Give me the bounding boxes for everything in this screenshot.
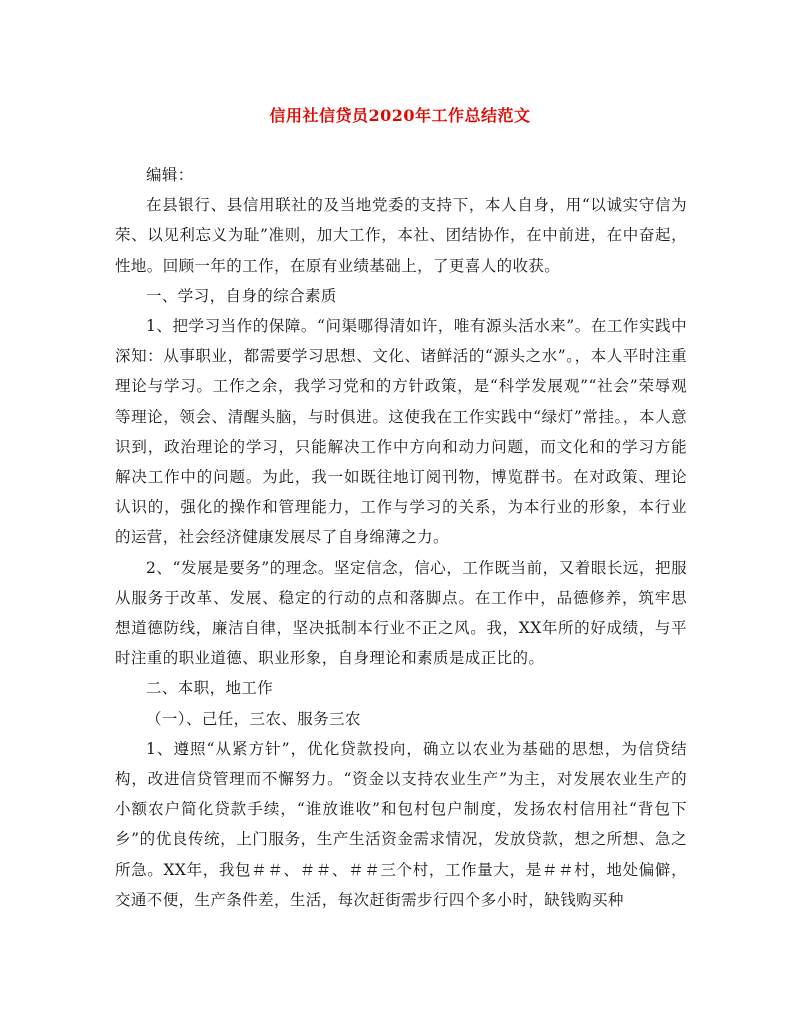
subsection-heading-agriculture: （一）、己任，三农、服务三农 <box>146 709 361 728</box>
paragraph-study-2: 2、“发展是要务”的理念。坚定信念，信心，工作既当前，又着眼长远，把服从服务于改革、发展、稳定的行动的点和落脚点。在工作中，品德修养，筑牢思想道德防线，廉洁自律，坚决抵制本行业不正之风。我，XX年所的好成绩，与平时注重的职业道德、职业形象，自身理论和素质是成正比的。 <box>115 558 687 668</box>
section-heading-study: 一、学习，自身的综合素质 <box>146 286 337 305</box>
document-title: 信用社信贷员2020年工作总结范文 <box>269 106 531 125</box>
paragraph-editor-label: 编辑： <box>146 166 194 184</box>
document-body <box>115 160 687 915</box>
paragraph-agriculture-1: 1、遵照“从紧方针”，优化贷款投向，确立以农业为基础的思想，为信贷结构，改进信贷管理而不懈努力。“资金以支持农业生产”为主，对发展农业生产的小额农户简化贷款手续，“谁放谁收”和包村包户制度，发扬农村信用社“背包下乡”的优良传统，上门服务，生产生活资金需求情况，发放贷款，想之所想、急之所急。XX年，我包＃＃、＃＃、＃＃三个村，工作量大，是＃＃村，地处偏僻，交通不便，生产条件差，生活，每次赶街需步行四个多小时，缺钱购买种 <box>115 739 687 909</box>
section-heading-work: 二、本职，地工作 <box>146 679 274 698</box>
paragraph-intro: 在县银行、县信用联社的及当地党委的支持下，本人自身，用“以诚实守信为荣、以见利忘义为耻”准则，加大工作，本社、团结协作，在中前进，在中奋起，性地。回顾一年的工作，在原有业绩基础上，了更喜人的收获。 <box>115 196 687 275</box>
paragraph-study-1: 1、把学习当作的保障。“问渠哪得清如许，唯有源头活水来”。在工作实践中深知：从事职业，都需要学习思想、文化、诸鲜活的“源头之水”。，本人平时注重理论与学习。工作之余，我学习党和的方针政策，是“科学发展观”“社会”荣辱观等理论，领会、清醒头脑，与时俱进。这使我在工作实践中“绿灯”常挂。，本人意识到，政治理论的学习，只能解决工作中方向和动力问题，而文化和的学习方能解决工作中的问题。为此，我一如既往地订阅刊物，博览群书。在对政策、理论认识的，强化的操作和管理能力，工作与学习的关系，为本行业的形象，本行业的运营，社会经济健康发展尽了自身绵薄之力。 <box>115 317 687 547</box>
